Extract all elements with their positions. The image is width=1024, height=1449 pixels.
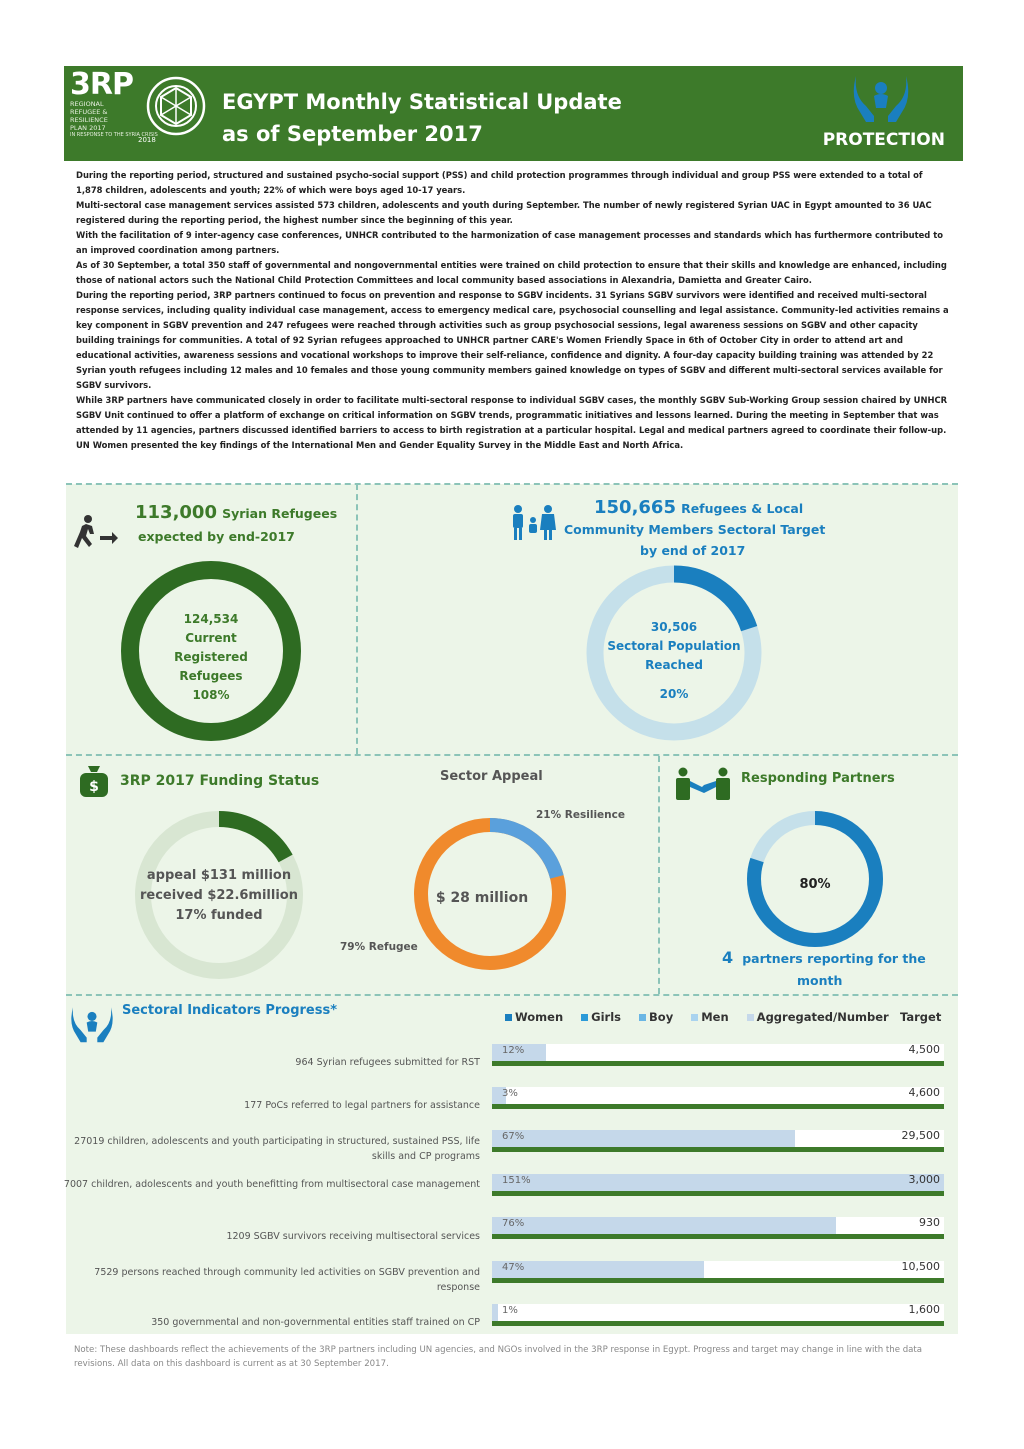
sectoral-donut-center — [604, 618, 744, 704]
indicator-target: 3,000 — [908, 1173, 940, 1186]
population-reached-value: 30,506 — [650, 620, 698, 634]
funding-title: 3RP 2017 Funding Status — [120, 773, 320, 789]
sectoral-target-sublabel: by end of 2017 — [640, 543, 746, 558]
indicator-bar — [492, 1130, 944, 1147]
indicators-legend — [505, 1010, 903, 1024]
indicator-bar — [492, 1217, 944, 1234]
partners-reporting-label-2: month — [797, 973, 843, 988]
indicator-bar-fill — [492, 1304, 498, 1321]
current-label: Current — [185, 631, 237, 645]
indicator-target: 1,600 — [908, 1303, 940, 1316]
refugees-donut-center — [150, 610, 272, 705]
legend-swatch — [691, 1014, 698, 1021]
sector-appeal-title: Sector Appeal — [440, 769, 543, 784]
footnote: Note: These dashboards reflect the achievements of the 3RP partners including UN agencies, and NGOs involved in the 3RP response in Egypt. Progress and target may change in line with the data revisions. All data on this dashboard is current as at 30 September 2017. — [74, 1345, 923, 1369]
reached-label: Reached — [645, 658, 703, 672]
indicator-pct: 3% — [502, 1088, 518, 1099]
target-header: Target — [900, 1010, 942, 1024]
funding-donut-center — [134, 866, 304, 926]
divider — [658, 756, 660, 994]
divider — [66, 754, 958, 756]
legend-item-boy — [639, 1010, 673, 1024]
indicator-pct: 12% — [502, 1045, 525, 1056]
current-refugees-value: 124,534 — [183, 612, 239, 626]
indicator-label: 964 Syrian refugees submitted for RST — [295, 1057, 480, 1068]
indicator-bar — [492, 1174, 944, 1191]
target-kpi-title — [594, 497, 803, 518]
divider — [66, 483, 958, 485]
indicator-label: 177 PoCs referred to legal partners for assistance — [244, 1100, 480, 1111]
received-amount: received $22.6million — [139, 888, 298, 903]
appeal-amount: appeal $131 million — [146, 868, 292, 883]
indicator-pct: 67% — [502, 1131, 525, 1142]
indicator-pct: 76% — [502, 1218, 525, 1229]
intro-text — [76, 168, 951, 453]
logo-subtext: REGIONAL REFUGEE & RESILIENCE PLAN 2017 — [70, 100, 108, 132]
intro-paragraph: With the facilitation of 9 inter-agency case conferences, UNHCR contributed to the harmonization of case management processes and standards which has furthermore contributed to an improved coordination among partners. — [76, 230, 943, 255]
logo-tagline: IN RESPONSE TO THE SYRIA CRISIS — [70, 132, 158, 138]
intro-paragraph: As of 30 September, a total 350 staff of governmental and nongovernmental entities were trained on child protection to ensure that their skills and knowledge are enhanced, including those of national actors such the National Child Protection Committees and local community based associations in Alexandria, Damietta and Greater Cairo. — [76, 260, 947, 285]
population-reached-pct: 20% — [659, 687, 689, 701]
legend-label: Men — [701, 1010, 729, 1024]
indicator-bar-fill — [492, 1217, 836, 1234]
legend-item-girls — [581, 1010, 621, 1024]
3rp-logo — [70, 67, 158, 144]
indicator-bar — [492, 1261, 944, 1278]
title-line-2: as of September 2017 — [222, 122, 483, 146]
protection-hands-icon — [852, 72, 910, 124]
intro-paragraph: During the reporting period, 3RP partners continued to focus on prevention and response to SGBV incidents. 31 Syrians SGBV survivors were identified and received multi-sectoral response services, including quality individual case management, access to emergency medical care, psychosocial counselling and legal assistance. Community-led activities remains a key component in SGBV prevention and 247 refugees were reached through activities such as group psychosocial sessions, legal awareness sessions on SGBV and other capacity building trainings for communities. A total of 92 Syrian refugees approached to UNHCR partner CARE's Women Friendly Space in 6th of October City in order to attend art and educational activities, awareness sessions and vocational workshops to improve their self-reliance, confidence and dignity. A four-day capacity building training was attended by 22 Syrian youth refugees including 12 males and 10 females and those young community members gained knowledge on types of SGBV and different multi-sectoral services available for SGBV survivors. — [76, 290, 949, 390]
legend-label: Aggregated/Number — [756, 1010, 889, 1024]
legend-item-women — [505, 1010, 563, 1024]
sector-label: PROTECTION — [822, 130, 945, 150]
partners-reporting — [722, 948, 926, 967]
indicator-target: 10,500 — [901, 1260, 940, 1273]
handshake-icon — [674, 767, 732, 801]
indicator-target-line — [492, 1278, 944, 1283]
indicator-label: 27019 children, adolescents and youth participating in structured, sustained PSS, life skills and CP programs — [74, 1136, 480, 1162]
indicator-target: 29,500 — [901, 1129, 940, 1142]
refugees-expected-sublabel: expected by end-2017 — [138, 529, 295, 544]
sectoral-target-number: 150,665 — [594, 497, 676, 518]
money-bag-icon — [78, 764, 110, 798]
indicators-title: Sectoral Indicators Progress* — [122, 1003, 338, 1018]
refugees-expected-number: 113,000 — [135, 502, 217, 523]
indicator-target-line — [492, 1321, 944, 1326]
page-title — [222, 86, 622, 150]
indicator-label: 350 governmental and non-governmental entities staff trained on CP — [151, 1317, 480, 1328]
indicator-target: 4,500 — [908, 1043, 940, 1056]
partners-title: Responding Partners — [741, 771, 895, 786]
legend-swatch — [505, 1014, 512, 1021]
indicator-target-line — [492, 1191, 944, 1196]
sectoral-population-label: Sectoral Population — [607, 639, 741, 653]
indicator-target: 930 — [919, 1216, 940, 1229]
indicator-pct: 1% — [502, 1305, 518, 1316]
intro-paragraph: Multi-sectoral case management services assisted 573 children, adolescents and youth during September. The number of newly registered Syrian UAC in Egypt amounted to 36 UAC registered during the reporting period, the highest number since the beginning of this year. — [76, 200, 932, 225]
emblem-icon — [144, 74, 208, 138]
partners-reporting-label: partners reporting for the — [742, 951, 926, 966]
intro-paragraph: While 3RP partners have communicated closely in order to facilitate multi-sectoral response to individual SGBV cases, the monthly SGBV Sub-Working Group session chaired by UNHCR SGBV Unit continued to offer a platform of exchange on critical information on SGBV trends, programmatic initiatives and lessons learned. During the meeting in September that was attended by 11 agencies, partners discussed identified barriers to access to birth registration at a particular hospital. Legal and medical partners agreed to coordinate their follow-up. UN Women presented the key findings of the International Men and Gender Equality Survey in the Middle East and North Africa. — [76, 395, 948, 450]
legend-label: Boy — [649, 1010, 674, 1024]
legend-swatch — [747, 1014, 754, 1021]
refugee-label: 79% Refugee — [340, 941, 418, 953]
resilience-label: 21% Resilience — [536, 809, 625, 821]
registered-label: Registered — [174, 650, 248, 664]
legend-item-men — [691, 1010, 728, 1024]
indicator-bar-fill — [492, 1130, 795, 1147]
refugees-kpi-title — [135, 502, 337, 523]
legend-swatch — [639, 1014, 646, 1021]
legend-item-aggregated — [747, 1010, 889, 1024]
partners-donut-center: 80% — [799, 877, 831, 892]
divider — [356, 484, 358, 754]
sector-appeal-center: $ 28 million — [435, 890, 529, 906]
indicator-label: 7007 children, adolescents and youth benefitting from multisectoral case management — [63, 1179, 480, 1190]
funded-pct: 17% funded — [175, 908, 263, 923]
indicator-pct: 47% — [502, 1262, 525, 1273]
indicator-bar-fill — [492, 1174, 944, 1191]
legend-swatch — [581, 1014, 588, 1021]
sectoral-target-sublabel: Community Members Sectoral Target — [564, 522, 826, 537]
intro-paragraph: During the reporting period, structured and sustained psycho-social support (PSS) and child protection programmes through individual and group PSS were extended to a total of 1,878 children, adolescents and youth; 22% of which were boys aged 10-17 years. — [76, 170, 923, 195]
indicator-label: 7529 persons reached through community led activities on SGBV prevention and response — [94, 1267, 480, 1293]
current-refugees-pct: 108% — [192, 688, 230, 702]
header-banner — [64, 66, 963, 161]
sectoral-target-label: Refugees & Local — [681, 501, 804, 516]
indicator-target-line — [492, 1061, 944, 1066]
walking-person-icon — [72, 514, 120, 552]
divider — [66, 994, 958, 996]
indicator-bar — [492, 1304, 944, 1321]
family-icon — [508, 504, 558, 542]
indicator-target: 4,600 — [908, 1086, 940, 1099]
refugees-expected-label: Syrian Refugees — [222, 506, 338, 521]
legend-label: Girls — [591, 1010, 622, 1024]
partners-count: 4 — [722, 948, 734, 967]
svg-text:$: $ — [89, 779, 99, 795]
protection-hands-icon — [70, 1004, 114, 1044]
indicator-bar — [492, 1044, 944, 1061]
legend-label: Women — [515, 1010, 564, 1024]
logo-year: 2018 — [138, 136, 156, 144]
indicator-target-line — [492, 1104, 944, 1109]
refugees-label: Refugees — [179, 669, 243, 683]
indicator-label: 1209 SGBV survivors receiving multisectoral services — [226, 1231, 480, 1242]
indicator-target-line — [492, 1147, 944, 1152]
indicator-pct: 151% — [502, 1175, 531, 1186]
indicator-bar — [492, 1087, 944, 1104]
indicator-target-line — [492, 1234, 944, 1239]
title-line-1: EGYPT Monthly Statistical Update — [222, 90, 622, 114]
logo-text: 3RP — [70, 67, 133, 102]
